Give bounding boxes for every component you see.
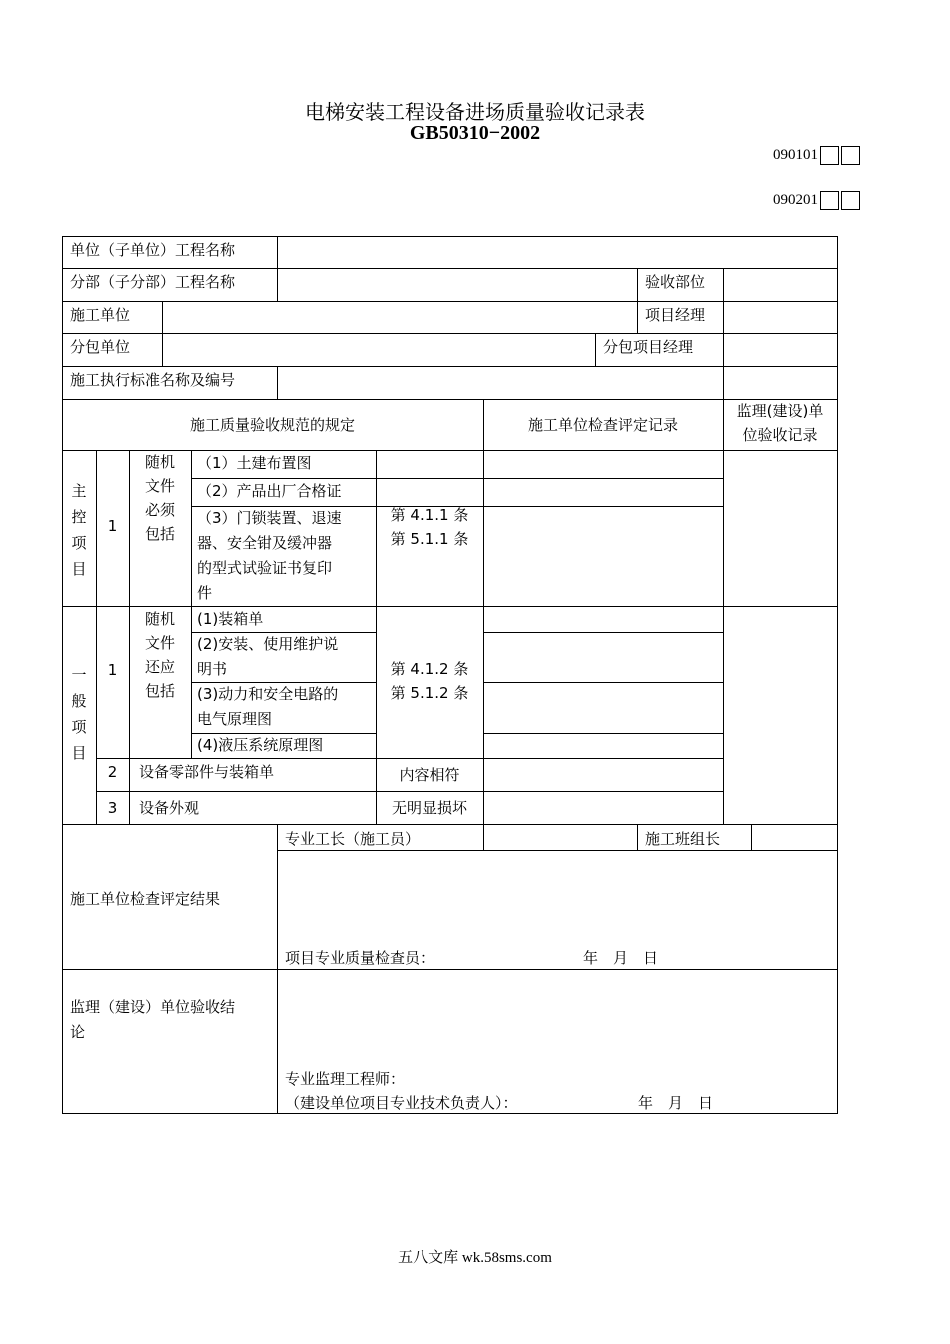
general-item-1: (1)装箱单 (197, 610, 264, 628)
subcontract-manager-field[interactable] (723, 333, 837, 366)
general-row-2-requirement: 内容相符 (399, 766, 460, 784)
subcontract-manager-label: 分包项目经理 (603, 338, 694, 356)
clause-line: 第 5.1.2 条 (390, 684, 469, 702)
main-item-3 (191, 506, 376, 606)
spec-column-header: 施工质量验收规范的规定 (189, 416, 355, 434)
group-line: 随机 (144, 610, 175, 628)
section-char: 项 (71, 718, 87, 736)
group-line: 必须 (144, 501, 175, 519)
general-item-2 (191, 632, 376, 682)
team-leader-label: 施工班组长 (645, 830, 721, 848)
main-item-3-line: 的型式试验证书复印 (197, 559, 333, 577)
supervision-label-line: 论 (70, 1023, 86, 1041)
general-item-number-2: 2 (107, 763, 118, 781)
project-manager-label: 项目经理 (645, 306, 706, 324)
main-control-clause (376, 503, 483, 551)
group-line: 随机 (144, 453, 175, 471)
standard-name-label: 施工执行标准名称及编号 (70, 371, 236, 389)
main-item-3-line: 件 (197, 584, 213, 602)
table-line (483, 733, 723, 734)
clause-line: 第 5.1.1 条 (390, 530, 469, 548)
main-item-3-line: 器、安全钳及缓冲器 (197, 534, 333, 552)
supervision-date-label: 年 月 日 (638, 1094, 714, 1112)
supervision-label-line: 监理（建设）单位验收结 (70, 998, 236, 1016)
general-item-3-line: (3)动力和安全电路的 (197, 685, 339, 703)
acceptance-part-field[interactable] (723, 268, 837, 301)
section-char: 目 (71, 744, 87, 762)
construction-result-label: 施工单位检查评定结果 (70, 890, 221, 908)
check-record-column-header: 施工单位检查评定记录 (527, 416, 678, 434)
construction-unit-field[interactable] (162, 301, 637, 333)
construction-unit-label: 施工单位 (70, 306, 131, 324)
main-control-section-label (62, 478, 96, 582)
main-item-3-line: （3）门锁装置、退速 (197, 509, 342, 527)
general-clause (376, 657, 483, 705)
clause-line: 第 4.1.1 条 (390, 506, 469, 524)
form-code-1-text: 090101 (773, 147, 818, 163)
section-char: 项 (71, 534, 87, 552)
table-line (837, 236, 838, 1114)
subcontract-unit-field[interactable] (162, 333, 595, 366)
acceptance-part-label: 验收部位 (645, 273, 706, 291)
subcontract-unit-label: 分包单位 (70, 338, 131, 356)
table-line (483, 632, 723, 633)
table-line (62, 399, 838, 400)
main-control-group-label (129, 450, 191, 546)
unit-name-field[interactable] (277, 236, 837, 268)
general-row-3-label: 设备外观 (139, 799, 200, 817)
project-manager-field[interactable] (723, 301, 837, 333)
standard-name-field[interactable] (277, 366, 837, 399)
foreman-label: 专业工长（施工员） (285, 830, 421, 848)
general-section-label (62, 662, 96, 766)
team-leader-field[interactable] (751, 825, 837, 850)
table-line (96, 791, 723, 792)
owner-technical-lead-label: （建设单位项目专业技术负责人）： (285, 1094, 518, 1112)
section-char: 一 (71, 666, 87, 684)
table-line (723, 399, 724, 824)
supervision-engineer-label: 专业监理工程师： (285, 1070, 406, 1088)
supervision-conclusion-label (62, 993, 277, 1047)
section-char: 般 (71, 692, 87, 710)
general-group-label (129, 607, 191, 703)
section-char: 控 (71, 508, 87, 526)
quality-inspector-label: 项目专业质量检查员： (285, 949, 436, 967)
form-code-2-text: 090201 (773, 192, 818, 208)
supervision-header-line: 位验收记录 (742, 426, 818, 444)
general-item-3 (191, 682, 376, 732)
general-item-2-line: (2)安装、使用维护说 (197, 635, 339, 653)
main-item-2: （2）产品出厂合格证 (197, 482, 342, 500)
group-line: 包括 (144, 682, 175, 700)
group-line: 文件 (144, 477, 175, 495)
result-date-label: 年 月 日 (583, 949, 659, 967)
supervision-header-line: 监理(建设)单 (736, 402, 824, 420)
supervision-record-column-header (723, 399, 837, 447)
general-item-4: (4)液压系统原理图 (197, 736, 324, 754)
unit-name-label: 单位（子单位）工程名称 (70, 241, 236, 259)
main-control-item-number: 1 (107, 517, 118, 535)
general-item-number-1: 1 (107, 661, 118, 679)
table-line (483, 682, 723, 683)
group-line: 包括 (144, 525, 175, 543)
table-line (96, 758, 723, 759)
group-line: 文件 (144, 634, 175, 652)
division-name-field[interactable] (277, 268, 637, 301)
footer-watermark: 五八文库 wk.58sms.com (398, 1250, 552, 1266)
division-name-label: 分部（子分部）工程名称 (70, 273, 236, 291)
foreman-field[interactable] (483, 825, 637, 829)
main-item-1: （1）土建布置图 (197, 454, 312, 472)
general-item-number-3: 3 (107, 799, 118, 817)
general-item-2-line: 明书 (197, 660, 228, 678)
document-title: 电梯安装工程设备进场质量验收记录表 (305, 100, 645, 124)
general-item-3-line: 电气原理图 (197, 710, 273, 728)
section-char: 目 (71, 560, 87, 578)
section-char: 主 (71, 482, 87, 500)
general-row-2-label: 设备零部件与装箱单 (139, 763, 275, 781)
table-line (483, 399, 484, 824)
standard-code: GB50310−2002 (409, 122, 541, 144)
clause-line: 第 4.1.2 条 (390, 660, 469, 678)
group-line: 还应 (144, 658, 175, 676)
general-row-3-requirement: 无明显损坏 (391, 799, 467, 817)
